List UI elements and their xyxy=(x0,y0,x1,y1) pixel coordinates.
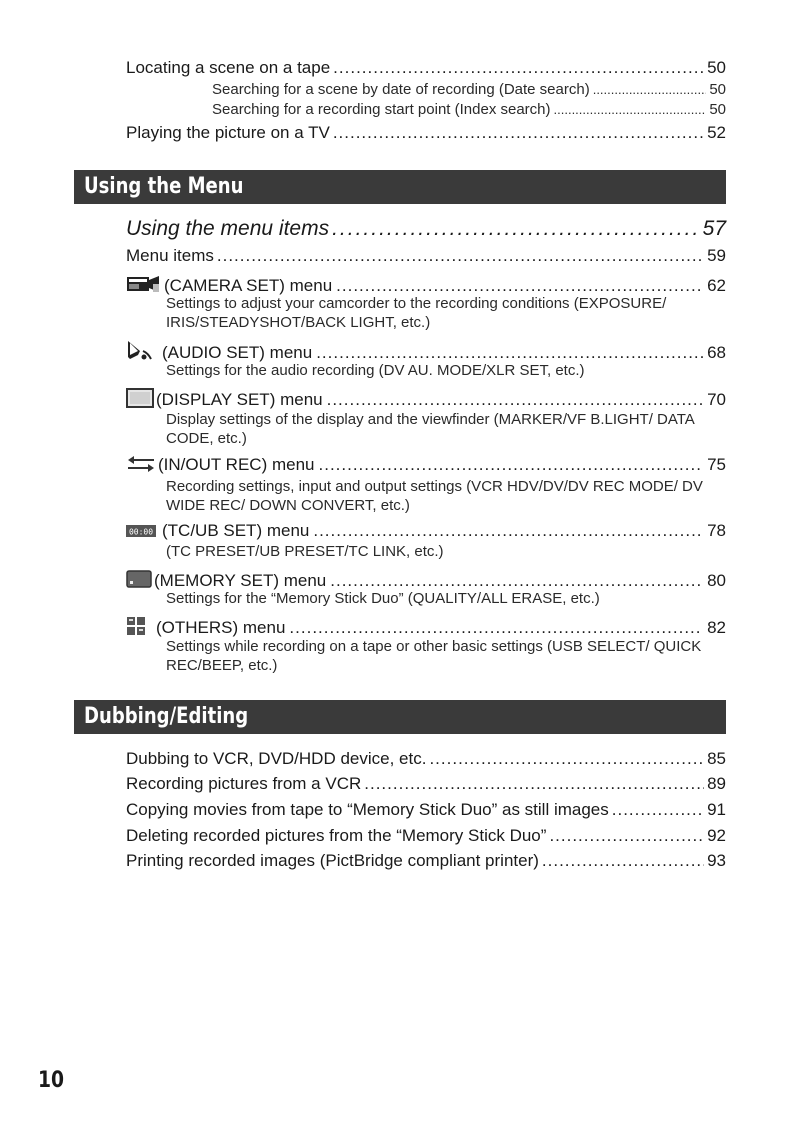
entry-title: (OTHERS) menu xyxy=(156,618,286,637)
entry-title: (IN/OUT REC) menu xyxy=(158,455,315,474)
display-icon xyxy=(126,388,154,413)
entry-page: 70 xyxy=(707,390,726,409)
entry-title: Recording pictures from a VCR xyxy=(126,774,362,793)
menu-entry-tc-ub-set[interactable] xyxy=(126,520,726,541)
toc-subentry[interactable] xyxy=(212,101,726,118)
entry-title: Dubbing to VCR, DVD/HDD device, etc. xyxy=(126,749,427,768)
menu-entry-audio-set[interactable] xyxy=(126,336,726,363)
entry-page: 57 xyxy=(702,217,726,240)
toc-main-entry[interactable] xyxy=(126,217,726,241)
entry-title: Searching for a recording start point (Index search) xyxy=(212,101,551,118)
toc-entry[interactable] xyxy=(126,749,726,769)
toc-entry[interactable] xyxy=(126,123,726,143)
leader-dots xyxy=(549,826,704,846)
leader-dots xyxy=(612,800,704,820)
leader-dots xyxy=(429,749,704,769)
leader-dots xyxy=(217,246,704,266)
toc-entry[interactable] xyxy=(126,826,726,846)
entry-page: 50 xyxy=(707,58,726,77)
entry-page: 52 xyxy=(707,123,726,142)
camera-icon xyxy=(126,274,162,299)
leader-dots xyxy=(333,123,704,143)
entry-title: Deleting recorded pictures from the “Memory Stick Duo” xyxy=(126,826,547,845)
entry-title: (MEMORY SET) menu xyxy=(154,571,327,590)
entry-title: Using the menu items xyxy=(126,217,330,240)
entry-page: 78 xyxy=(707,521,726,540)
menu-entry-others[interactable] xyxy=(126,613,726,638)
leader-dots xyxy=(333,58,704,78)
entry-title: Searching for a scene by date of recording (Date search) xyxy=(212,81,590,98)
toc-subentry[interactable] xyxy=(212,81,726,98)
entry-title: (TC/UB SET) menu xyxy=(162,521,310,540)
entry-title: Copying movies from tape to “Memory Stick Duo” as still images xyxy=(126,800,609,819)
section-heading: Using the Menu xyxy=(84,174,244,199)
entry-title: Playing the picture on a TV xyxy=(126,123,330,142)
entry-title: (DISPLAY SET) menu xyxy=(156,390,323,409)
leader-dots xyxy=(313,521,703,541)
leader-dots xyxy=(554,102,707,117)
entry-description: Display settings of the display and the viewfinder (MARKER/VF B.LIGHT/ DATA CODE, etc.) xyxy=(166,411,694,447)
leader-dots xyxy=(332,217,700,241)
entry-title: Menu items xyxy=(126,246,214,265)
entry-description: Settings while recording on a tape or other basic settings (USB SELECT/ QUICK REC/BEEP, etc.) xyxy=(166,638,702,674)
section-heading-bar xyxy=(74,170,726,204)
others-icon xyxy=(126,616,146,641)
entry-description: Settings to adjust your camcorder to the recording conditions (EXPOSURE/ IRIS/STEADYSHOT/BACK LIGHT, etc.) xyxy=(166,295,667,331)
entry-title: (AUDIO SET) menu xyxy=(162,343,313,362)
entry-page: 75 xyxy=(707,455,726,474)
entry-page: 93 xyxy=(707,851,726,870)
entry-description: (TC PRESET/UB PRESET/TC LINK, etc.) xyxy=(166,543,444,560)
entry-description: Recording settings, input and output settings (VCR HDV/DV/DV REC MODE/ DV WIDE REC/ DOWN CONVERT, etc.) xyxy=(166,478,703,514)
toc-entry[interactable] xyxy=(126,851,726,871)
entry-page: 91 xyxy=(707,800,726,819)
entry-page: 59 xyxy=(707,246,726,265)
leader-dots xyxy=(336,276,703,296)
menu-entry-display-set[interactable] xyxy=(126,385,726,410)
page-number: 10 xyxy=(38,1068,65,1093)
entry-page: 89 xyxy=(707,774,726,793)
entry-title: (CAMERA SET) menu xyxy=(164,276,333,295)
in-out-icon xyxy=(126,455,156,478)
leader-dots xyxy=(316,343,703,363)
svg-text:00:00: 00:00 xyxy=(128,527,154,537)
entry-description: Settings for the audio recording (DV AU. MODE/XLR SET, etc.) xyxy=(166,362,585,379)
section-heading: Dubbing/Editing xyxy=(84,704,249,729)
leader-dots xyxy=(330,571,703,591)
section-heading-bar xyxy=(74,700,726,734)
leader-dots xyxy=(319,455,704,475)
entry-title: Locating a scene on a tape xyxy=(126,58,331,77)
entry-title: Printing recorded images (PictBridge compliant printer) xyxy=(126,851,539,870)
leader-dots xyxy=(289,618,703,638)
toc-entry[interactable] xyxy=(126,774,726,794)
entry-description: Settings for the “Memory Stick Duo” (QUALITY/ALL ERASE, etc.) xyxy=(166,590,600,607)
entry-page: 50 xyxy=(709,101,726,118)
menu-entry-camera-set[interactable] xyxy=(126,271,726,296)
leader-dots xyxy=(542,851,704,871)
leader-dots xyxy=(593,82,707,97)
toc-entry[interactable] xyxy=(126,58,726,78)
entry-page: 50 xyxy=(709,81,726,98)
audio-icon xyxy=(126,339,154,366)
menu-entry-in-out-rec[interactable] xyxy=(126,452,726,475)
toc-entry[interactable] xyxy=(126,246,726,266)
entry-page: 92 xyxy=(707,826,726,845)
memory-stick-icon xyxy=(126,569,152,594)
leader-dots xyxy=(364,774,704,794)
entry-page: 68 xyxy=(707,343,726,362)
menu-entry-memory-set[interactable] xyxy=(126,566,726,591)
entry-page: 62 xyxy=(707,276,726,295)
entry-page: 80 xyxy=(707,571,726,590)
timecode-icon xyxy=(126,523,156,544)
entry-page: 82 xyxy=(707,618,726,637)
entry-page: 85 xyxy=(707,749,726,768)
leader-dots xyxy=(327,390,703,410)
toc-entry[interactable] xyxy=(126,800,726,820)
